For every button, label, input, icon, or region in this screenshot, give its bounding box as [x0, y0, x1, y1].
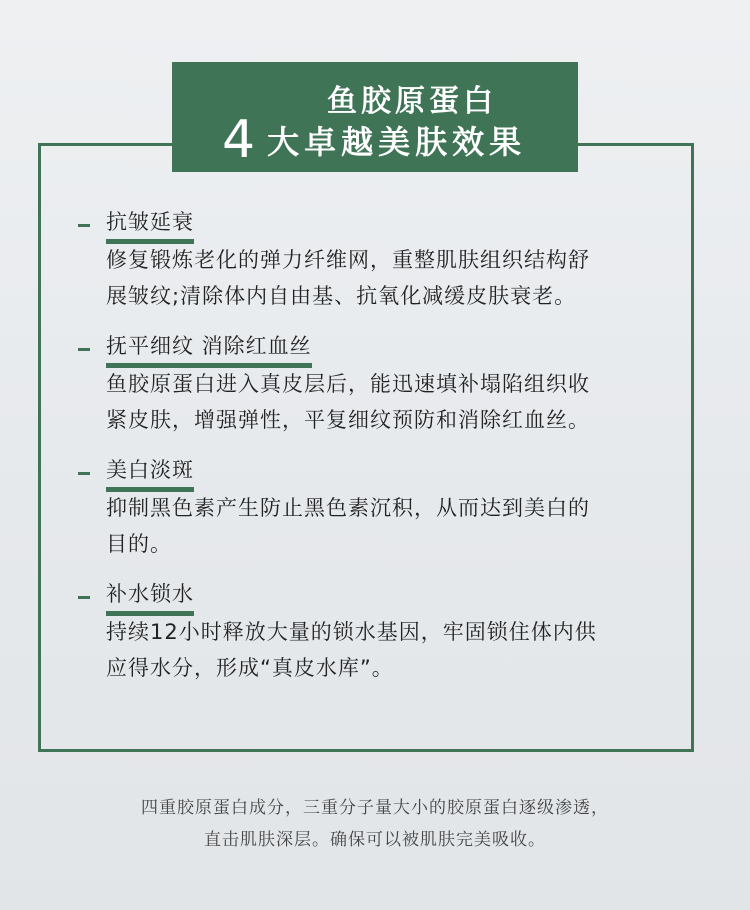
benefit-item	[78, 208, 678, 314]
benefit-desc-line: 紧皮肤，增强弹性，平复细纹预防和消除红血丝。	[106, 408, 590, 432]
title-block	[172, 62, 578, 172]
footer-text	[0, 792, 750, 856]
benefit-title: 补水锁水	[106, 579, 194, 616]
benefit-desc-line: 应得水分，形成“真皮水库”。	[106, 656, 394, 680]
title-line2	[222, 112, 526, 168]
benefit-list	[78, 208, 678, 704]
benefit-desc-line: 修复锻炼老化的弹力纤维网，重整肌肤组织结构舒	[106, 248, 590, 272]
benefit-head	[78, 208, 678, 242]
footer-line1: 四重胶原蛋白成分，三重分子量大小的胶原蛋白逐级渗透，	[141, 798, 609, 818]
benefit-head	[78, 580, 678, 614]
dash-bullet-icon	[78, 348, 90, 351]
footer-line2: 直击肌肤深层。确保可以被肌肤完美吸收。	[204, 830, 546, 850]
title-number: 4	[222, 110, 256, 170]
benefit-item	[78, 456, 678, 562]
title-line2-text: 大卓越美肤效果	[267, 123, 527, 161]
benefit-item	[78, 332, 678, 438]
dash-bullet-icon	[78, 596, 90, 599]
benefit-desc-line: 鱼胶原蛋白进入真皮层后，能迅速填补塌陷组织收	[106, 372, 590, 396]
benefit-desc-line: 持续12小时释放大量的锁水基因，牢固锁住体内供	[106, 620, 597, 644]
benefit-desc-line: 目的。	[106, 532, 172, 556]
benefit-title: 美白淡斑	[106, 455, 194, 492]
benefit-head	[78, 332, 678, 366]
benefit-title: 抗皱延衰	[106, 207, 194, 244]
dash-bullet-icon	[78, 472, 90, 475]
benefit-desc-line: 展皱纹;清除体内自由基、抗氧化减缓皮肤衰老。	[106, 284, 577, 308]
benefit-head	[78, 456, 678, 490]
benefit-title: 抚平细纹 消除红血丝	[106, 331, 312, 368]
title-line1: 鱼胶原蛋白	[327, 84, 497, 119]
dash-bullet-icon	[78, 224, 90, 227]
benefit-item	[78, 580, 678, 686]
benefit-desc-line: 抑制黑色素产生防止黑色素沉积，从而达到美白的	[106, 496, 590, 520]
